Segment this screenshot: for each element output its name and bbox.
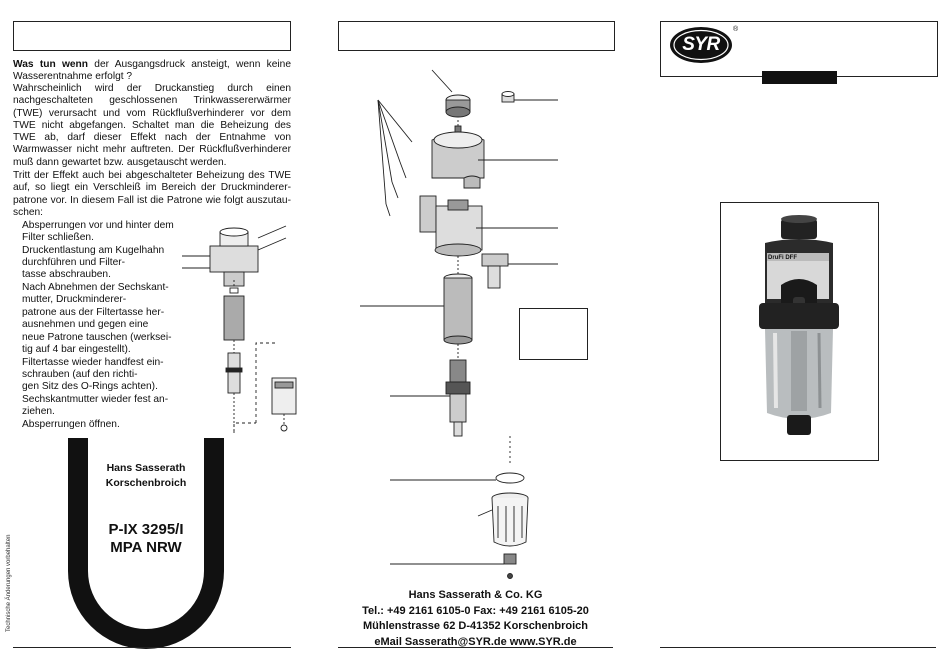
product-label: DruFi DFF: [768, 255, 797, 261]
maintenance-illustration: [180, 218, 295, 433]
step-line: neue Patrone tauschen (werksei-: [22, 332, 172, 343]
step-line: patrone aus der Filtertasse her-: [22, 307, 165, 318]
title-black-bar: [762, 71, 837, 84]
left-header-box: [13, 21, 291, 51]
contact-address: Mühlenstrasse 62 D-41352 Korschenbroich: [363, 620, 588, 632]
step-line: tasse abschrauben.: [22, 269, 111, 280]
logo-text: SYR: [682, 34, 720, 55]
syr-logo: [669, 26, 739, 64]
label-placeholder-box: [519, 308, 588, 360]
middle-header-box: [338, 21, 615, 51]
middle-bottom-rule: [338, 647, 613, 648]
step-line: Filter schließen.: [22, 232, 94, 243]
step-line: schrauben (auf den richti-: [22, 369, 138, 380]
step-line: Filtertasse wieder handfest ein-: [22, 357, 164, 368]
contact-company: Hans Sasserath & Co. KG: [408, 589, 543, 601]
product-photo: [721, 203, 877, 459]
step-line: mutter, Druckminderer-: [22, 294, 127, 305]
step-line: Absperrungen öffnen.: [22, 419, 120, 430]
step-line: Absperrungen vor und hinter dem: [22, 220, 174, 231]
paragraph-2: Tritt der Effekt auch bei abgeschalteter Beheizung des TWE auf, so liegt ein Verschleiß im Bereich der Druckmindererpatrone vor. In diesem Fall ist die Patrone wie folgt auszutauschen:: [13, 170, 291, 218]
intro-text: der Ausgangsdruck ansteigt, wenn keine Wasserentnahme erfolgt ?: [13, 59, 291, 83]
step-line: gen Sitz des O-Rings achten).: [22, 381, 158, 392]
step-line: ziehen.: [22, 406, 55, 417]
step-line: Nach Abnehmen der Sechskant-: [22, 282, 169, 293]
step-line: tig auf 4 bar eingestellt).: [22, 344, 131, 355]
vertical-note: Technische Änderungen vorbehalten: [6, 534, 12, 632]
paragraph-1: Wahrscheinlich wird der Druckanstieg durch einen nachgeschalteten geschlossenen Trinkwassererwärmer (TWE) verursacht und vom Rückflußverhinderer vor dem TWE nicht abgefangen. Schaltet man die Beheizung des TWE ab, darf dieser Effekt nach der Entnahme von Warmwasser nicht mehr auftreten. Der Rückflußverhinderer muß dann gewartet bzw. ausgetauscht werden.: [13, 83, 291, 168]
step-line: Druckentlastung am Kugelhahn: [22, 245, 165, 256]
cert-company: Hans Sasserath: [106, 462, 186, 474]
intro-paragraph: [13, 59, 291, 84]
logo-registered-mark: ®: [733, 26, 739, 33]
contact-email-web: eMail Sasserath@SYR.de www.SYR.de: [374, 636, 577, 648]
contact-phone: Tel.: +49 2161 6105-0 Fax: +49 2161 6105-20: [362, 605, 589, 617]
cert-code-1: P-IX 3295/I: [108, 521, 184, 538]
step-line: ausnehmen und gegen eine: [22, 319, 149, 330]
right-bottom-rule: [660, 647, 936, 648]
cert-code-2: MPA NRW: [110, 539, 182, 556]
left-bottom-rule: [13, 647, 291, 648]
step-line: durchführen und Filter-: [22, 257, 126, 268]
intro-bold: Was tun wenn: [13, 59, 88, 70]
cert-city: Korschenbroich: [105, 477, 187, 489]
step-line: Sechskantmutter wieder fest an-: [22, 394, 169, 405]
